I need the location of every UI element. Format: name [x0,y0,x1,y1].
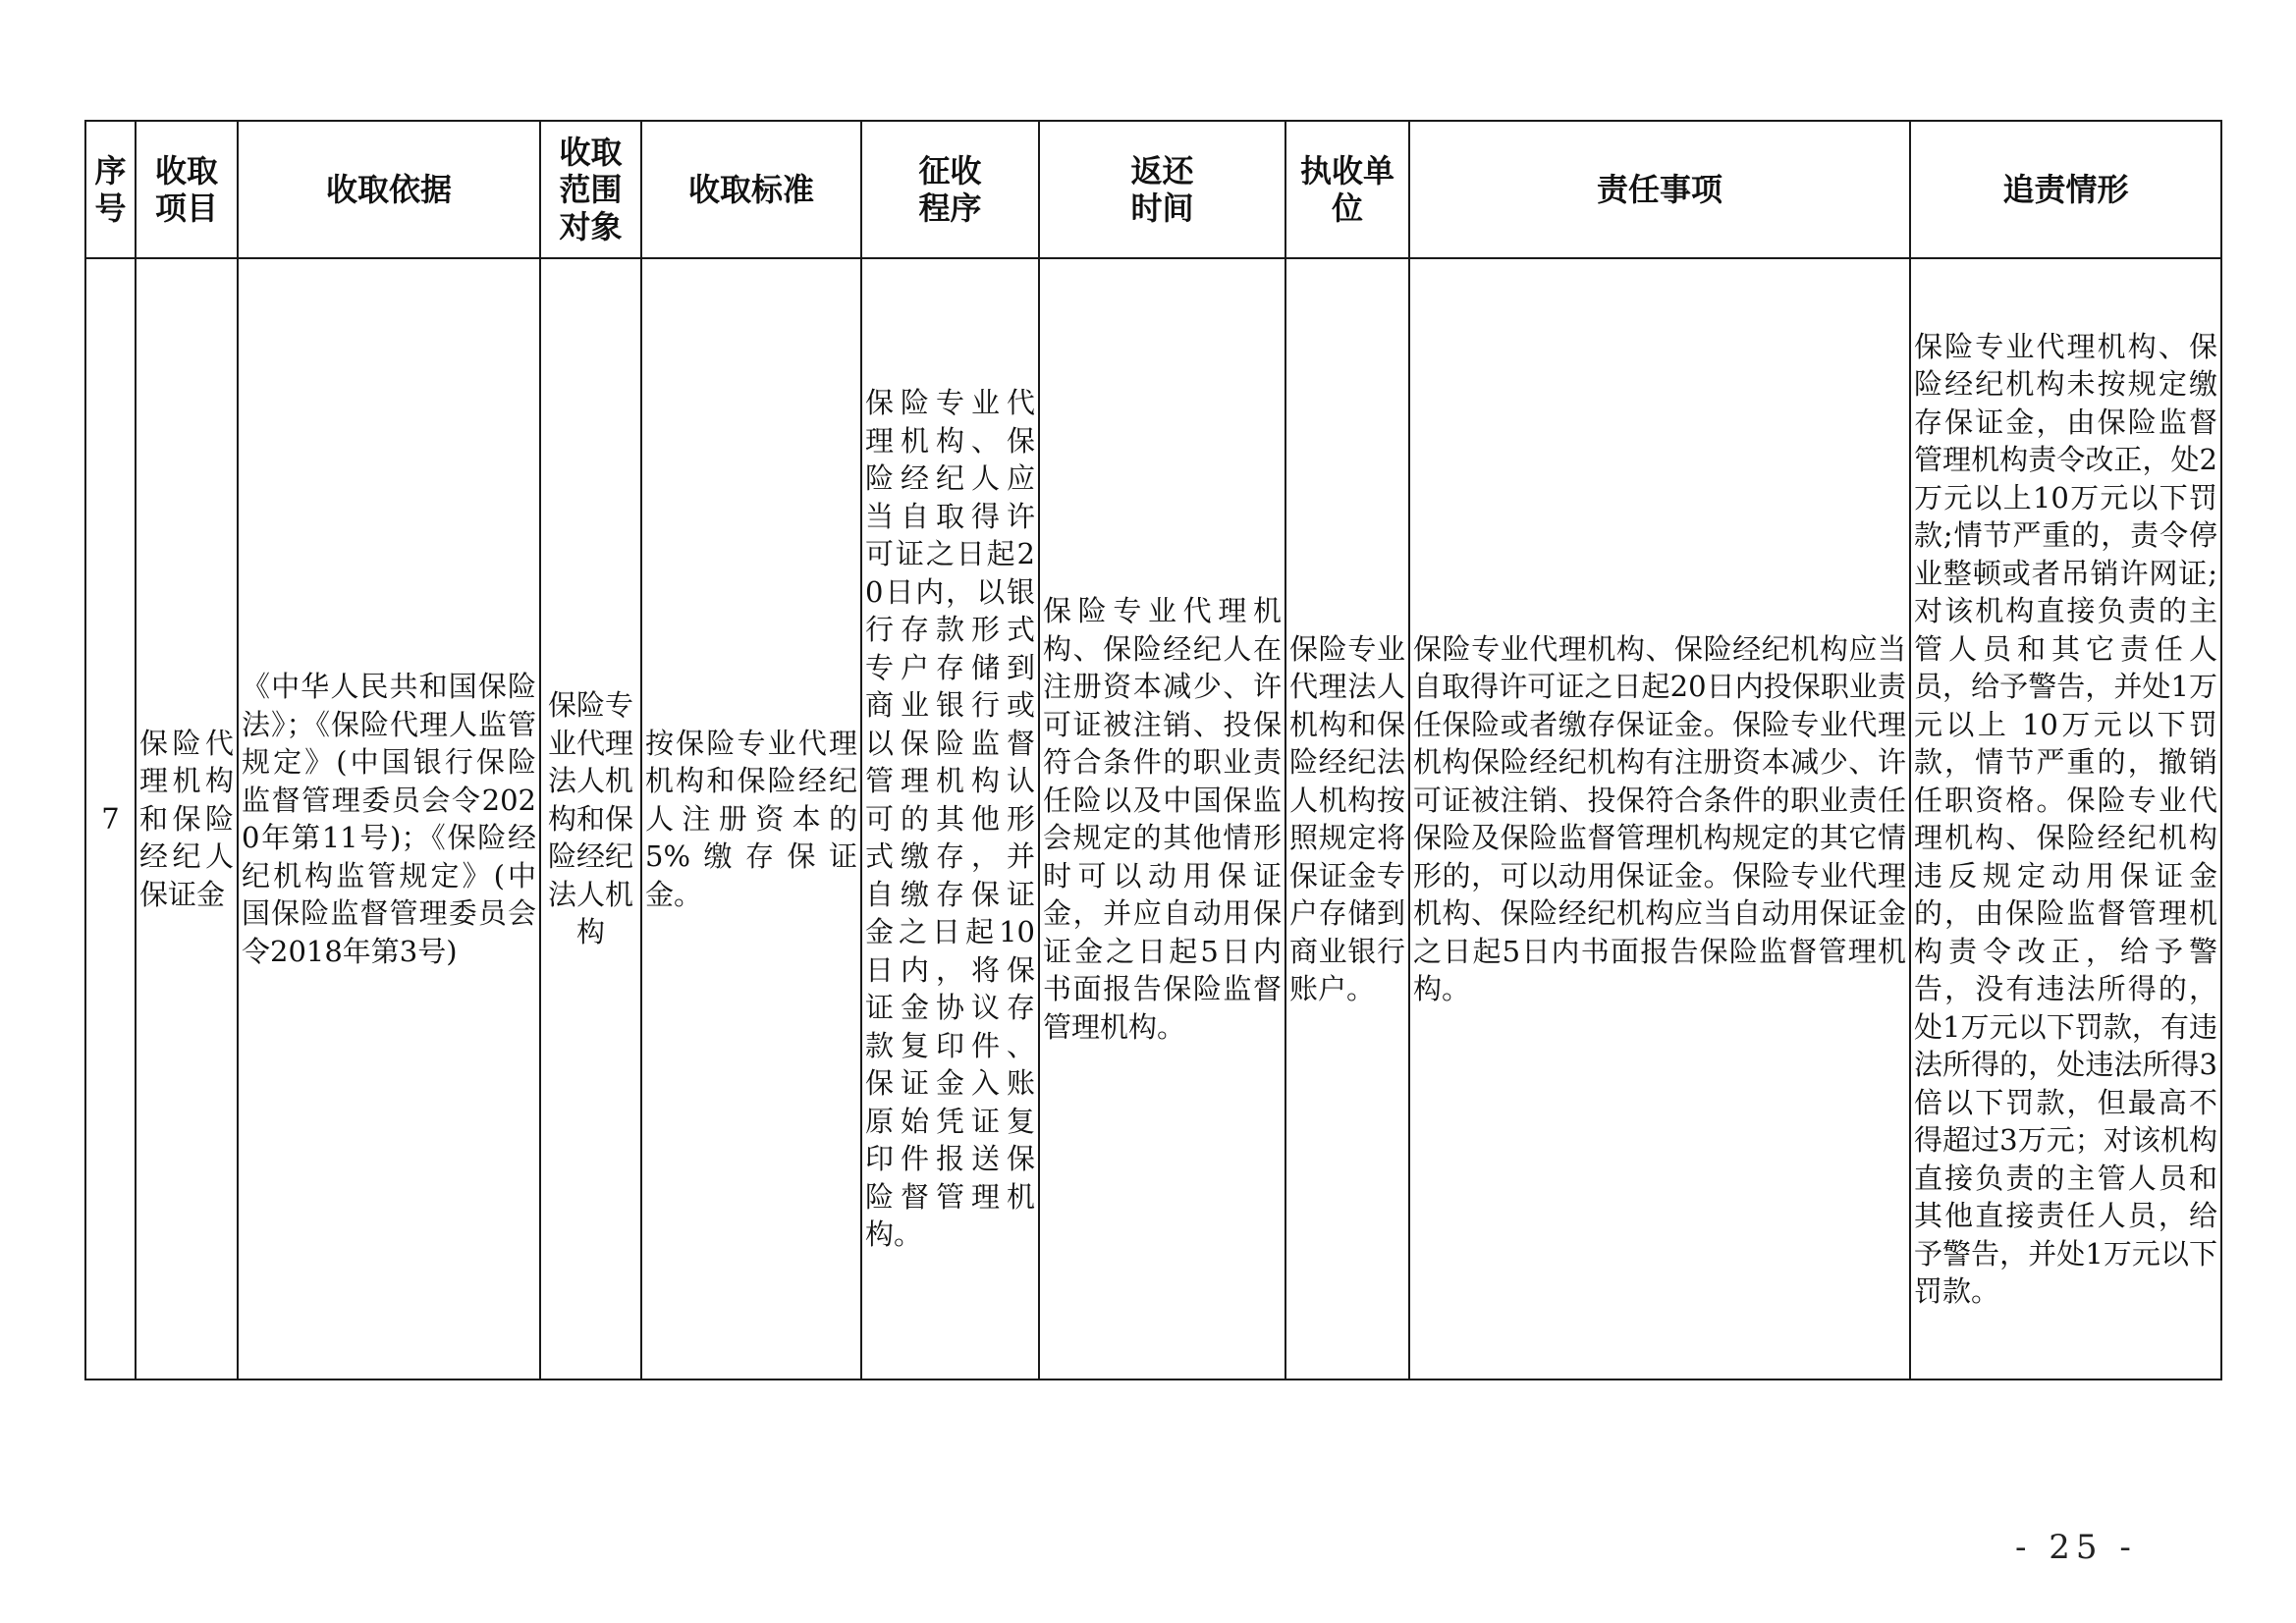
cell-item-text: 保险代理机构和保险经纪人保证金 [139,726,234,911]
header-standard: 收取标准 [641,121,861,258]
header-seq: 序号 [85,121,136,258]
cell-procedure-text: 保险专业代理机构、保险经纪人应当自取得许可证之日起20日内，以银行存款形式专户存储到商业银行或以保险监督管理机构认可的其他形式缴存，并自缴存保证金之日起10日内，将保证金协议存款复印件、保证金入账原始凭证复印件报送保险督管理机构。 [865,386,1035,1252]
header-item: 收取项目 [136,121,238,258]
cell-seq-text: 7 [101,801,120,836]
header-basis: 收取依据 [238,121,540,258]
cell-return-time [1039,258,1285,1380]
header-return-time: 返还时间 [1039,121,1285,258]
header-responsibility: 责任事项 [1409,121,1910,258]
cell-item [136,258,238,1380]
cell-standard [641,258,861,1380]
fee-item-table [84,120,2222,1380]
cell-scope [540,258,641,1380]
cell-unit-text: 保险专业代理法人机构和保险经纪法人机构按照规定将保证金专户存储到商业银行账户。 [1289,631,1405,1005]
cell-basis [238,258,540,1380]
page-number: - 25 - [2015,1528,2137,1567]
cell-procedure [861,258,1039,1380]
cell-responsibility [1409,258,1910,1380]
table-header-row [85,121,2221,258]
header-procedure: 征收程序 [861,121,1039,258]
table-row [85,258,2221,1380]
cell-accountability-text: 保险专业代理机构、保险经纪机构未按规定缴存保证金，由保险监督管理机构责令改正，处2万元以上10万元以下罚款;情节严重的，责令停业整顿或者吊销许网证;对该机构直接负责的主管人员和其它责任人员，给予警告，并处1万元以上 10万元以下罚款，情节严重的，撤销任职资格。保险专业代理机构、保险经纪机构违反规定动用保证金的，由保险监督管理机构责令改正，给予警告，没有违法所得的，处1万元以下罚款，有违法所得的，处违法所得3倍以下罚款，但最高不得超过3万元；对该机构直接负责的主管人员和其他直接责任人员，给予警告，并处1万元以下罚款。 [1914,329,2217,1308]
cell-unit [1285,258,1409,1380]
cell-scope-text: 保险专业代理法人机构和保险经纪法人机构 [547,688,633,949]
cell-standard-text: 按保险专业代理机构和保险经纪人注册资本的5%缴存保证金。 [645,726,857,911]
cell-seq [85,258,136,1380]
header-scope: 收取范围对象 [540,121,641,258]
header-accountability: 追责情形 [1910,121,2221,258]
cell-responsibility-text: 保险专业代理机构、保险经纪机构应当自取得许可证之日起20日内投保职业责任保险或者缴存保证金。保险专业代理机构保险经纪机构有注册资本减少、许可证被注销、投保符合条件的职业责任保险及保险监督管理机构规定的其它情形的，可以动用保证金。保险专业代理机构、保险经纪机构应当自动用保证金之日起5日内书面报告保险监督管理机构。 [1413,631,1906,1005]
header-unit: 执收单位 [1285,121,1409,258]
cell-basis-text: 《中华人民共和国保险法》；《保险代理人监管规定》(中国银行保险监督管理委员会令2020年第11号)；《保险经纪机构监管规定》(中国保险监督管理委员会令2018年第3号) [242,670,536,968]
cell-accountability [1910,258,2221,1380]
cell-return-time-text: 保险专业代理机构、保险经纪人在注册资本减少、许可证被注销、投保符合条件的职业责任险以及中国保监会规定的其他情形时可以动用保证金，并应自动用保证金之日起5日内书面报告保险监督管理机构。 [1043,594,1282,1044]
